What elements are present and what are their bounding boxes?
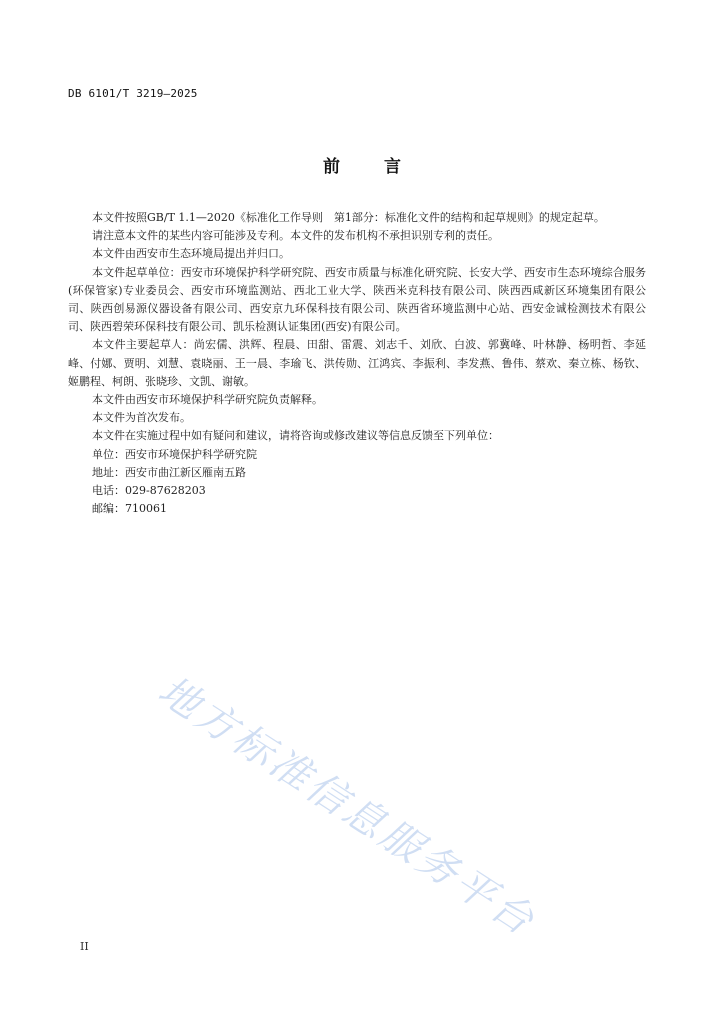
- paragraph-proposer: 本文件由西安市生态环境局提出并归口。: [92, 247, 290, 261]
- document-number: DB 6101/T 3219—2025: [68, 87, 198, 100]
- contact-intro: 本文件在实施过程中如有疑问和建议，请将咨询或修改建议等信息反馈至下列单位：: [92, 429, 499, 443]
- page-title: [0, 152, 724, 177]
- paragraph-drafters: 本文件主要起草人：尚宏儒、洪辉、程晨、田甜、雷震、刘志千、刘欣、白波、郭冀峰、叶林静、杨明哲、李延峰、付娜、贾明、刘慧、袁晓丽、王一晨、李瑜飞、洪传勋、江鸿宾、李振利、李发燕、鲁伟、蔡欢、秦立栋、杨钦、姬鹏程、柯朗、张晓珍、文凯、谢敏。: [68, 338, 646, 388]
- contact-unit: 单位：西安市环境保护科学研究院: [92, 447, 257, 461]
- foreword-body: [68, 209, 646, 518]
- title-char-2: 言: [384, 157, 401, 177]
- title-char-1: 前: [323, 157, 340, 177]
- paragraph-first-release: 本文件为首次发布。: [92, 411, 191, 425]
- watermark: 地方标准信息服务平台: [150, 667, 545, 946]
- contact-postcode: 邮编：710061: [92, 502, 167, 516]
- contact-phone: 电话：029-87628203: [92, 484, 206, 498]
- paragraph-standard-basis: 本文件按照GB/T 1.1—2020《标准化工作导则 第1部分：标准化文件的结构和起草规则》的规定起草。: [92, 211, 605, 224]
- page-number: II: [80, 940, 89, 953]
- paragraph-drafting-units: 本文件起草单位：西安市环境保护科学研究院、西安市质量与标准化研究院、长安大学、西安市生态环境综合服务(环保管家)专业委员会、西安市环境监测站、西北工业大学、陕西米克科技有限公司、陕西西咸新区环境集团有限公司、陕西创易源仪器设备有限公司、西安京九环保科技有限公司、陕西省环境监测中心站、西安金诚检测技术有限公司、陕西碧荣环保科技有限公司、凯乐检测认证集团(西安)有限公司。: [68, 265, 646, 334]
- contact-address: 地址：西安市曲江新区雁南五路: [92, 465, 246, 479]
- paragraph-patent-notice: 请注意本文件的某些内容可能涉及专利。本文件的发布机构不承担识别专利的责任。: [92, 229, 499, 243]
- paragraph-interpretation: 本文件由西安市环境保护科学研究院负责解释。: [92, 393, 323, 407]
